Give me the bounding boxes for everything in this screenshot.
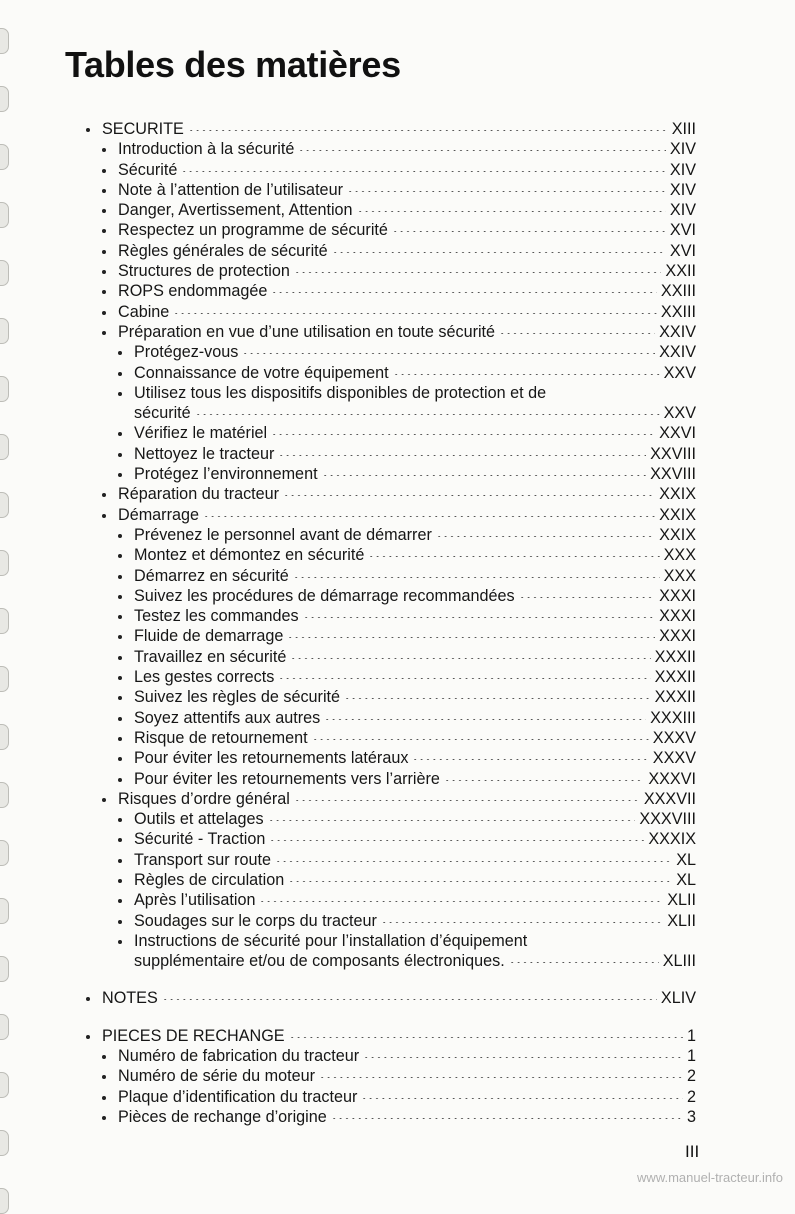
toc-entry-page: XXX bbox=[663, 546, 696, 565]
toc-entry-label: Cabine bbox=[118, 302, 170, 321]
toc-entry[interactable] bbox=[82, 241, 696, 261]
dot-leader bbox=[331, 1118, 683, 1119]
toc-entry[interactable] bbox=[82, 139, 696, 159]
toc-entry[interactable] bbox=[82, 505, 696, 525]
dot-leader bbox=[173, 313, 657, 314]
toc-entry-page: XXXV bbox=[652, 749, 696, 768]
toc-entry[interactable] bbox=[82, 667, 696, 687]
bullet-icon bbox=[102, 148, 106, 152]
toc-entry[interactable] bbox=[82, 1107, 696, 1127]
bullet-icon bbox=[118, 656, 122, 660]
bullet-icon bbox=[118, 554, 122, 558]
toc-entry-label: Soyez attentifs aux autres bbox=[134, 708, 321, 727]
toc-entry[interactable] bbox=[82, 911, 696, 931]
toc-entry[interactable] bbox=[82, 626, 696, 646]
dot-leader bbox=[181, 171, 666, 172]
toc-entry-label: Sécurité bbox=[118, 160, 178, 179]
toc-entry-label: SECURITE bbox=[102, 120, 184, 138]
dot-leader bbox=[344, 698, 651, 699]
toc-entry[interactable] bbox=[82, 931, 696, 951]
dot-leader bbox=[283, 495, 655, 496]
toc-entry[interactable] bbox=[82, 220, 696, 240]
bullet-icon bbox=[118, 473, 122, 477]
toc-entry[interactable] bbox=[82, 363, 696, 383]
bullet-icon bbox=[102, 270, 106, 274]
bullet-icon bbox=[118, 595, 122, 599]
toc-entry-page: 2 bbox=[686, 1087, 696, 1106]
toc-entry-label: Préparation en vue d’une utilisation en toute sécurité bbox=[118, 322, 496, 341]
dot-leader bbox=[293, 577, 660, 578]
toc-entry[interactable] bbox=[82, 809, 696, 829]
toc-entry[interactable] bbox=[82, 728, 696, 748]
toc-entry-page: XLIV bbox=[660, 989, 696, 1008]
toc-entry[interactable] bbox=[82, 1087, 696, 1107]
bullet-icon bbox=[118, 432, 122, 436]
toc-entry-label: sécurité bbox=[134, 404, 191, 423]
dot-leader bbox=[242, 353, 655, 354]
dot-leader bbox=[361, 1098, 683, 1099]
toc-entry-page: XIV bbox=[669, 201, 696, 220]
bullet-icon bbox=[118, 615, 122, 619]
toc-entry-page: XXIII bbox=[660, 282, 696, 301]
toc-entry-continuation[interactable] bbox=[82, 403, 696, 423]
toc-entry[interactable] bbox=[82, 545, 696, 565]
toc-entry-label: Transport sur route bbox=[134, 850, 272, 869]
dot-leader bbox=[289, 1037, 683, 1038]
bullet-icon bbox=[102, 1116, 106, 1120]
toc-entry[interactable] bbox=[82, 566, 696, 586]
toc-entry-page: XXXVIII bbox=[639, 810, 696, 829]
binding-hole bbox=[0, 144, 9, 170]
toc-entry-label: Règles de circulation bbox=[134, 870, 285, 889]
toc-entry-label: Pour éviter les retournements vers l’arrière bbox=[134, 769, 440, 788]
dot-leader bbox=[162, 999, 657, 1000]
toc-entry-label: Testez les commandes bbox=[134, 607, 299, 626]
toc-entry[interactable] bbox=[82, 180, 696, 200]
toc-entry-page: XXIX bbox=[659, 505, 696, 524]
toc-entry-page: XIII bbox=[671, 120, 696, 138]
binding-hole bbox=[0, 550, 9, 576]
dot-leader bbox=[381, 922, 663, 923]
toc-entry[interactable] bbox=[82, 890, 696, 910]
dot-leader bbox=[519, 597, 656, 598]
dot-leader bbox=[319, 1077, 683, 1078]
toc-entry-page: 1 bbox=[686, 1026, 696, 1045]
toc-entry-label: Outils et attelages bbox=[134, 810, 264, 829]
toc-entry[interactable] bbox=[82, 586, 696, 606]
dot-leader bbox=[287, 637, 655, 638]
binding-hole bbox=[0, 666, 9, 692]
dot-leader bbox=[269, 840, 644, 841]
toc-entry[interactable] bbox=[82, 988, 696, 1008]
bullet-icon bbox=[118, 717, 122, 721]
bullet-icon bbox=[118, 372, 122, 376]
binding-hole bbox=[0, 898, 9, 924]
toc-entry-label: Instructions de sécurité pour l’installation d’équipement bbox=[134, 931, 528, 950]
toc-entry-page: XXII bbox=[665, 262, 696, 281]
toc-entry-label: Nettoyez le tracteur bbox=[134, 444, 275, 463]
toc-entry[interactable] bbox=[82, 870, 696, 890]
binding-hole bbox=[0, 318, 9, 344]
toc-entry-label: Pour éviter les retournements latéraux bbox=[134, 749, 409, 768]
toc-entry[interactable] bbox=[82, 281, 696, 301]
toc-entry-label: Plaque d’identification du tracteur bbox=[118, 1087, 358, 1106]
dot-leader bbox=[271, 434, 655, 435]
dot-leader bbox=[347, 191, 666, 192]
bullet-icon bbox=[118, 818, 122, 822]
toc-entry-page: XXXVI bbox=[648, 769, 696, 788]
toc-entry[interactable] bbox=[82, 261, 696, 281]
toc-entry-page: XXIV bbox=[659, 343, 696, 362]
table-of-contents bbox=[82, 119, 696, 1127]
bullet-icon bbox=[118, 879, 122, 883]
dot-leader bbox=[412, 759, 648, 760]
toc-entry-label: Connaissance de votre équipement bbox=[134, 363, 389, 382]
bullet-icon bbox=[102, 229, 106, 233]
bullet-icon bbox=[118, 534, 122, 538]
bullet-icon bbox=[118, 453, 122, 457]
toc-entry[interactable] bbox=[82, 322, 696, 342]
toc-entry-page: XIV bbox=[669, 180, 696, 199]
dot-leader bbox=[275, 861, 672, 862]
dot-leader bbox=[290, 658, 650, 659]
toc-entry-page: XXVIII bbox=[650, 465, 696, 484]
toc-entry[interactable] bbox=[82, 606, 696, 626]
binding-hole bbox=[0, 1188, 9, 1214]
binding-hole bbox=[0, 260, 9, 286]
bullet-icon bbox=[118, 899, 122, 903]
toc-entry[interactable] bbox=[82, 789, 696, 809]
toc-entry-label: Réparation du tracteur bbox=[118, 485, 280, 504]
toc-entry[interactable] bbox=[82, 423, 696, 443]
toc-entry-label: Protégez-vous bbox=[134, 343, 239, 362]
toc-entry-label: Règles générales de sécurité bbox=[118, 241, 328, 260]
toc-entry[interactable] bbox=[82, 1066, 696, 1086]
toc-entry-page: XLIII bbox=[662, 952, 696, 971]
binding-hole bbox=[0, 782, 9, 808]
bullet-icon bbox=[118, 696, 122, 700]
toc-entry-label: Structures de protection bbox=[118, 262, 290, 281]
bullet-icon bbox=[118, 676, 122, 680]
toc-entry-page: XLII bbox=[667, 891, 696, 910]
toc-entry-page: XXXII bbox=[654, 688, 696, 707]
dot-leader bbox=[444, 780, 644, 781]
toc-entry[interactable] bbox=[82, 383, 696, 403]
toc-entry-page: XXV bbox=[663, 404, 696, 423]
toc-entry[interactable] bbox=[82, 484, 696, 504]
toc-entry[interactable] bbox=[82, 687, 696, 707]
toc-entry[interactable] bbox=[82, 829, 696, 849]
bullet-icon bbox=[118, 859, 122, 863]
toc-entry[interactable] bbox=[82, 342, 696, 362]
toc-entry-label: Sécurité - Traction bbox=[134, 830, 266, 849]
binding-hole bbox=[0, 376, 9, 402]
dot-leader bbox=[271, 292, 657, 293]
toc-entry-label: Numéro de fabrication du tracteur bbox=[118, 1047, 360, 1066]
toc-entry-page: 2 bbox=[686, 1067, 696, 1086]
bullet-icon bbox=[86, 128, 90, 132]
toc-entry[interactable] bbox=[82, 1046, 696, 1066]
toc-entry-page: XXVI bbox=[659, 424, 696, 443]
toc-entry-page: XXXIII bbox=[650, 708, 696, 727]
dot-leader bbox=[332, 252, 666, 253]
toc-entry-label: Numéro de série du moteur bbox=[118, 1067, 316, 1086]
toc-entry-label: Suivez les règles de sécurité bbox=[134, 688, 341, 707]
toc-entry-label: Prévenez le personnel avant de démarrer bbox=[134, 525, 432, 544]
toc-entry-page: XL bbox=[676, 870, 696, 889]
toc-entry-label: Vérifiez le matériel bbox=[134, 424, 268, 443]
toc-entry-page: XXIX bbox=[659, 485, 696, 504]
toc-entry[interactable] bbox=[82, 708, 696, 728]
toc-entry-label: Pièces de rechange d’origine bbox=[118, 1107, 327, 1126]
toc-entry-label: supplémentaire et/ou de composants électroniques. bbox=[134, 952, 505, 971]
dot-leader bbox=[298, 150, 666, 151]
binding-hole bbox=[0, 608, 9, 634]
toc-entry-label: Travaillez en sécurité bbox=[134, 647, 287, 666]
toc-entry-page: XXX bbox=[663, 566, 696, 585]
binding-hole bbox=[0, 1014, 9, 1040]
bullet-icon bbox=[118, 757, 122, 761]
bullet-icon bbox=[118, 737, 122, 741]
toc-entry-label: ROPS endommagée bbox=[118, 282, 268, 301]
dot-leader bbox=[509, 962, 659, 963]
binding-hole bbox=[0, 28, 9, 54]
bullet-icon bbox=[118, 778, 122, 782]
binding-hole bbox=[0, 492, 9, 518]
bullet-icon bbox=[118, 575, 122, 579]
dot-leader bbox=[268, 820, 636, 821]
bullet-icon bbox=[102, 250, 106, 254]
bullet-icon bbox=[102, 209, 106, 213]
bullet-icon bbox=[102, 493, 106, 497]
toc-entry[interactable] bbox=[82, 302, 696, 322]
dot-leader bbox=[322, 475, 647, 476]
dot-leader bbox=[368, 556, 659, 557]
binding-hole bbox=[0, 1130, 9, 1156]
toc-entry-label: Risques d’ordre général bbox=[118, 789, 290, 808]
toc-entry-page: 1 bbox=[686, 1047, 696, 1066]
toc-entry[interactable] bbox=[82, 1026, 696, 1046]
toc-entry-page: XXXV bbox=[652, 728, 696, 747]
bullet-icon bbox=[102, 1075, 106, 1079]
toc-entry-label: Les gestes corrects bbox=[134, 668, 275, 687]
toc-entry-label: Protégez l’environnement bbox=[134, 465, 318, 484]
bullet-icon bbox=[102, 290, 106, 294]
toc-entry[interactable] bbox=[82, 850, 696, 870]
footer-watermark-url: www.manuel-tracteur.info bbox=[637, 1170, 783, 1185]
bullet-icon bbox=[102, 169, 106, 173]
toc-entry-label: NOTES bbox=[102, 989, 158, 1008]
dot-leader bbox=[203, 516, 655, 517]
toc-entry[interactable] bbox=[82, 160, 696, 180]
toc-entry-page: XXIX bbox=[659, 525, 696, 544]
toc-entry-label: Utilisez tous les dispositifs disponibles de protection et de bbox=[134, 383, 547, 402]
toc-entry[interactable] bbox=[82, 444, 696, 464]
toc-entry-page: XXXI bbox=[659, 607, 696, 626]
dot-leader bbox=[188, 130, 668, 131]
bullet-icon bbox=[118, 635, 122, 639]
page-title: Tables des matières bbox=[65, 44, 401, 85]
bullet-icon bbox=[102, 331, 106, 335]
dot-leader bbox=[357, 211, 666, 212]
toc-entry-page: XVI bbox=[669, 221, 696, 240]
bullet-icon bbox=[102, 311, 106, 315]
dot-leader bbox=[363, 1057, 683, 1058]
toc-entry-page: XLII bbox=[667, 911, 696, 930]
bullet-icon bbox=[102, 1096, 106, 1100]
toc-entry-page: XVI bbox=[669, 241, 696, 260]
toc-entry-page: XXIV bbox=[659, 322, 696, 341]
toc-entry-label: Respectez un programme de sécurité bbox=[118, 221, 388, 240]
toc-entry[interactable] bbox=[82, 525, 696, 545]
dot-leader bbox=[392, 231, 666, 232]
toc-entry-label: Démarrez en sécurité bbox=[134, 566, 289, 585]
dot-leader bbox=[288, 881, 672, 882]
ring-binding bbox=[0, 0, 14, 1195]
toc-entry-page: XXXII bbox=[654, 668, 696, 687]
bullet-icon bbox=[118, 392, 122, 396]
toc-entry-label: Soudages sur le corps du tracteur bbox=[134, 911, 377, 930]
dot-leader bbox=[278, 455, 646, 456]
toc-entry-label: Suivez les procédures de démarrage recommandées bbox=[134, 586, 515, 605]
dot-leader bbox=[436, 536, 655, 537]
dot-leader bbox=[294, 800, 640, 801]
toc-entry-page: XXXIX bbox=[648, 830, 696, 849]
bullet-icon bbox=[118, 940, 122, 944]
binding-hole bbox=[0, 724, 9, 750]
toc-entry-label: PIECES DE RECHANGE bbox=[102, 1026, 285, 1045]
toc-entry[interactable] bbox=[82, 200, 696, 220]
dot-leader bbox=[303, 617, 655, 618]
binding-hole bbox=[0, 202, 9, 228]
dot-leader bbox=[278, 678, 650, 679]
bullet-icon bbox=[102, 1055, 106, 1059]
toc-entry-page: 3 bbox=[686, 1107, 696, 1126]
dot-leader bbox=[324, 719, 646, 720]
toc-entry-label: Danger, Avertissement, Attention bbox=[118, 201, 353, 220]
toc-entry-label: Démarrage bbox=[118, 505, 199, 524]
bullet-icon bbox=[102, 514, 106, 518]
bullet-icon bbox=[118, 838, 122, 842]
bullet-icon bbox=[118, 351, 122, 355]
toc-entry-label: Après l’utilisation bbox=[134, 891, 256, 910]
bullet-icon bbox=[102, 798, 106, 802]
toc-entry-label: Fluide de demarrage bbox=[134, 627, 284, 646]
toc-entry-page: XXXVII bbox=[643, 789, 696, 808]
toc-entry-page: XXXII bbox=[654, 647, 696, 666]
toc-entry-page: XL bbox=[676, 850, 696, 869]
page-number: III bbox=[685, 1142, 700, 1161]
toc-entry[interactable] bbox=[82, 647, 696, 667]
toc-entry-continuation[interactable] bbox=[82, 951, 696, 971]
toc-entry-label: Risque de retournement bbox=[134, 728, 308, 747]
toc-entry[interactable] bbox=[82, 464, 696, 484]
toc-entry[interactable] bbox=[82, 748, 696, 768]
toc-entry-page: XXXI bbox=[659, 586, 696, 605]
binding-hole bbox=[0, 1072, 9, 1098]
binding-hole bbox=[0, 956, 9, 982]
toc-entry-page: XXXI bbox=[659, 627, 696, 646]
toc-entry-page: XIV bbox=[669, 140, 696, 159]
bullet-icon bbox=[102, 189, 106, 193]
binding-hole bbox=[0, 434, 9, 460]
dot-leader bbox=[294, 272, 662, 273]
toc-entry[interactable] bbox=[82, 119, 696, 139]
bullet-icon bbox=[86, 1035, 90, 1039]
dot-leader bbox=[499, 333, 655, 334]
toc-entry[interactable] bbox=[82, 769, 696, 789]
toc-entry-label: Introduction à la sécurité bbox=[118, 140, 295, 159]
toc-entry-label: Note à l’attention de l’utilisateur bbox=[118, 180, 343, 199]
dot-leader bbox=[312, 739, 649, 740]
binding-hole bbox=[0, 86, 9, 112]
toc-entry-page: XXV bbox=[663, 363, 696, 382]
dot-leader bbox=[259, 901, 663, 902]
toc-entry-page: XIV bbox=[669, 160, 696, 179]
toc-entry-page: XXIII bbox=[660, 302, 696, 321]
dot-leader bbox=[195, 414, 660, 415]
binding-hole bbox=[0, 840, 9, 866]
bullet-icon bbox=[86, 997, 90, 1001]
toc-entry-page: XXVIII bbox=[650, 444, 696, 463]
toc-entry-label: Montez et démontez en sécurité bbox=[134, 546, 365, 565]
bullet-icon bbox=[118, 920, 122, 924]
dot-leader bbox=[393, 374, 660, 375]
